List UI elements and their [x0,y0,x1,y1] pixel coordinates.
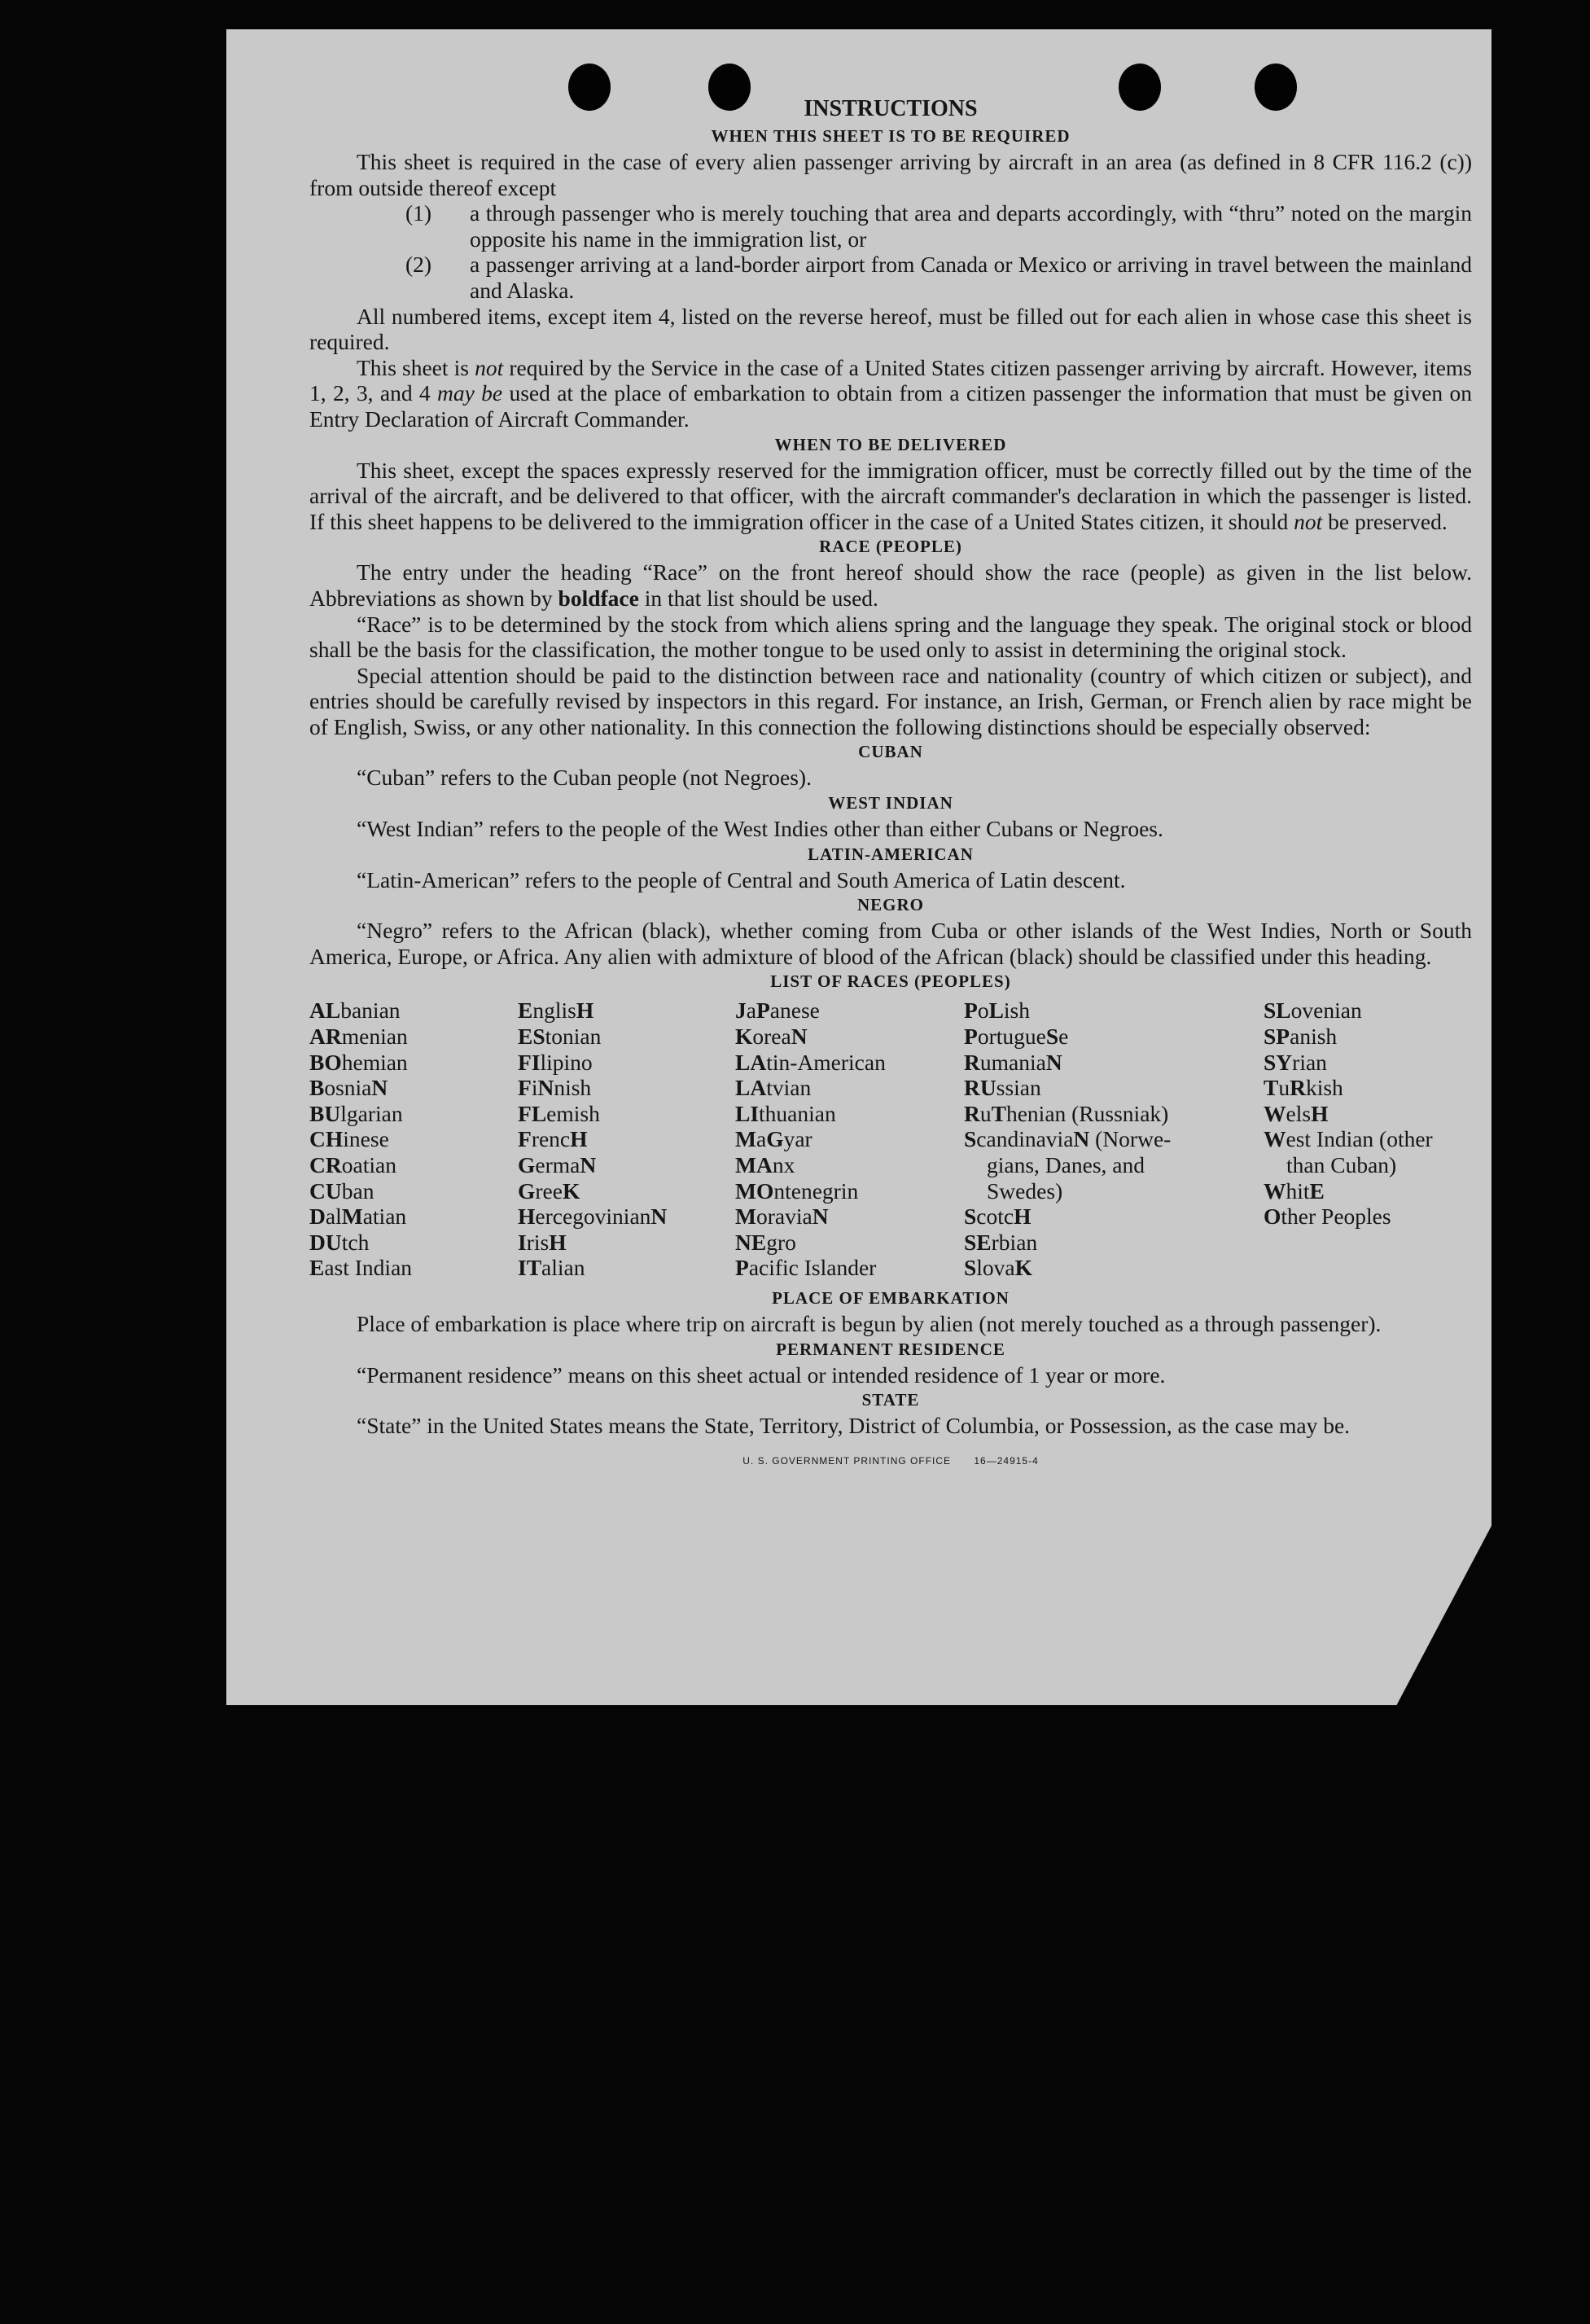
race-item: ScotcH [964,1204,1032,1230]
race-item-continuation: than Cuban) [1286,1152,1397,1177]
emphasis: may be [437,380,503,406]
list-item [309,252,1472,303]
race-item: ITalian [518,1255,585,1281]
race-item: MAnx [735,1152,795,1177]
race-item: LIthuanian [735,1100,836,1126]
list-item [309,200,1472,252]
form-code: 16—24915-4 [974,1454,1039,1467]
text-run: This sheet, except the spaces expressly reserved for the immigration officer, must be correctly filled out by the time of the arrival of the aircraft, and be delivered to that officer, with the aircraft commander's declaration in which the passenger is listed. If this sheet happens to be delivered to the immigration officer in the case of a United States citizen, it should [309,457,1472,534]
list-number: (1) [405,200,432,226]
text-run: in that list should be used. [638,585,878,611]
race-item: RuThenian (Russniak) [964,1100,1169,1126]
race-item: ALbanian [309,998,401,1024]
race-item: HercegovinianN [518,1204,668,1230]
section-heading: WHEN THIS SHEET IS TO BE REQUIRED [711,126,1071,146]
race-item: IrisH [518,1229,567,1255]
race-item: SPanish [1264,1024,1338,1050]
race-item: West Indian (other [1264,1126,1433,1152]
paragraph: “Negro” refers to the African (black), whether coming from Cuba or other islands of the West Indies, North or South America, Europe, or Africa. Any alien with admixture of blood of the African (black) should be classified under this heading. [309,918,1472,969]
race-item: EStonian [518,1024,602,1050]
section-heading: CUBAN [858,742,923,762]
race-item: ARmenian [309,1024,408,1050]
race-item: KoreaN [735,1024,808,1050]
race-item: Pacific Islander [735,1255,877,1281]
race-item: NEgro [735,1229,796,1255]
paragraph: “West Indian” refers to the people of the West Indies other than either Cubans or Negroes. [357,816,1163,842]
race-item: East Indian [309,1255,413,1281]
race-item: TuRkish [1264,1075,1343,1101]
race-item: LAtin-American [735,1049,886,1075]
race-item: RumaniaN [964,1049,1062,1075]
race-item: WelsH [1264,1100,1329,1126]
emphasis: not [1294,508,1323,534]
bold-term: boldface [558,585,639,611]
race-item: FrencH [518,1126,588,1152]
list-text: a passenger arriving at a land-border airport from Canada or Mexico or arriving in travel between the mainland and Alaska. [470,252,1472,303]
race-item: MoraviaN [735,1204,829,1230]
race-item-continuation: Swedes) [987,1177,1063,1204]
race-item: RUssian [964,1075,1041,1101]
race-item: Other Peoples [1264,1204,1391,1230]
race-column [518,998,735,1281]
section-heading: LIST OF RACES (PEOPLES) [770,971,1011,992]
text-run: be preserved. [1322,508,1448,534]
race-column [735,998,964,1281]
race-item: EnglisH [518,998,594,1024]
paragraph [309,355,1472,432]
section-heading: LATIN-AMERICAN [808,844,974,864]
paragraph: Special attention should be paid to the distinction between race and nationality (country of which citizen or subject), and entries should be carefully revised by inspectors in this regard. For instance, an Irish, German, or French alien by race might be of English, Swiss, or any other nationality. In this connection the following distinctions should be especially observed: [309,662,1472,739]
race-column [309,998,518,1281]
text-run: required by the Service in the case of a United States citizen passenger arriving by aircraft. However, items 1, 2, 3, and 4 [309,354,1472,406]
race-item: WhitE [1264,1177,1325,1204]
paragraph: “Latin-American” refers to the people of Central and South America of Latin descent. [357,866,1126,892]
race-column [1264,998,1472,1281]
race-item: LAtvian [735,1075,812,1101]
paragraph: “State” in the United States means the State, Territory, District of Columbia, or Possession, as the case may be. [357,1413,1351,1439]
race-list [309,998,1472,1281]
paragraph: All numbered items, except item 4, listed on the reverse hereof, must be filled out for each alien in whose case this sheet is required. [309,303,1472,355]
paragraph: Place of embarkation is place where trip on aircraft is begun by alien (not merely touched as a through passenger). [357,1310,1382,1336]
race-item: DUtch [309,1229,370,1255]
race-item: SlovaK [964,1255,1033,1281]
race-item: ScandinaviaN (Norwe- [964,1126,1172,1152]
race-item: GermaN [518,1152,597,1177]
paragraph [309,458,1472,535]
printer-imprint [309,1449,1472,1475]
paragraph: This sheet is required in the case of every alien passenger arriving by aircraft in an area (as defined in 8 CFR 116.2 (c)) from outside thereof except [309,149,1472,200]
race-item: MOntenegrin [735,1177,859,1204]
race-item: CUban [309,1177,375,1204]
race-column [964,998,1264,1281]
list-text: a through passenger who is merely touching that area and departs accordingly, with “thru” noted on the margin opposite his name in the immigration list, or [470,200,1472,252]
race-item: SYrian [1264,1049,1327,1075]
paragraph [309,559,1472,611]
race-item: BUlgarian [309,1100,403,1126]
paragraph: “Race” is to be determined by the stock from which aliens spring and the language they speak. The original stock or blood shall be the basis for the classification, the mother tongue to be used only to assist in determining the original stock. [309,611,1472,663]
race-item: FIlipino [518,1049,593,1075]
race-item: CRoatian [309,1152,396,1177]
race-item: GreeK [518,1177,580,1204]
race-item: MaGyar [735,1126,813,1152]
race-item-continuation: gians, Danes, and [987,1152,1145,1177]
section-heading: RACE (PEOPLE) [819,537,962,557]
section-heading: WEST INDIAN [828,793,953,813]
page-title: INSTRUCTIONS [804,96,978,121]
emphasis: not [475,354,504,380]
paragraph: “Cuban” refers to the Cuban people (not Negroes). [357,765,812,791]
text-run: used at the place of embarkation to obtain from a citizen passenger the information that must be given on Entry Declaration of Aircraft Commander. [309,380,1472,432]
race-item: SLovenian [1264,998,1362,1024]
race-item: PortugueSe [964,1024,1069,1050]
text-run: The entry under the heading “Race” on the front hereof should show the race (people) as given in the list below. Abbreviations as shown by [309,559,1472,611]
race-item: JaPanese [735,998,820,1024]
section-heading: WHEN TO BE DELIVERED [774,434,1007,454]
race-item: SErbian [964,1229,1038,1255]
paragraph: “Permanent residence” means on this sheet actual or intended residence of 1 year or more. [357,1362,1166,1388]
section-heading: NEGRO [856,895,924,915]
race-item: BosniaN [309,1075,388,1101]
race-item: FiNnish [518,1075,592,1101]
text-run: This sheet is [357,354,475,380]
race-item: CHinese [309,1126,389,1152]
race-item: DalMatian [309,1204,407,1230]
race-item: FLemish [518,1100,600,1126]
section-heading: STATE [861,1390,920,1410]
section-heading: PLACE OF EMBARKATION [772,1287,1010,1308]
list-number: (2) [405,252,432,278]
printer-name: U. S. GOVERNMENT PRINTING OFFICE [742,1454,952,1467]
race-item: BOhemian [309,1049,408,1075]
instructions-content [309,94,1472,1474]
race-item: PoLish [964,998,1030,1024]
section-heading: PERMANENT RESIDENCE [776,1339,1005,1359]
